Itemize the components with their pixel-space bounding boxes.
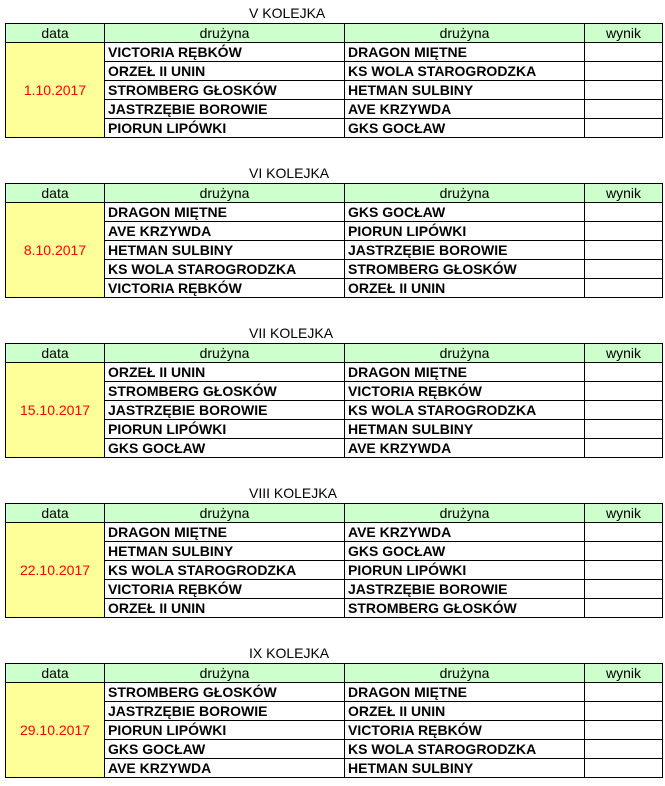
table-row — [6, 740, 663, 759]
away-team: GKS GOCŁAW — [345, 203, 585, 222]
result-cell — [585, 702, 663, 721]
away-team: HETMAN SULBINY — [345, 81, 585, 100]
home-team: JASTRZĘBIE BOROWIE — [105, 401, 345, 420]
table-row — [6, 363, 663, 382]
header-team-away: drużyna — [345, 24, 585, 43]
round-block — [5, 483, 662, 618]
home-team: AVE KRZYWDA — [105, 222, 345, 241]
header-team-home: drużyna — [105, 344, 345, 363]
home-team: JASTRZĘBIE BOROWIE — [105, 702, 345, 721]
away-team: KS WOLA STAROGRODZKA — [345, 740, 585, 759]
header-team-home: drużyna — [105, 24, 345, 43]
header-team-away: drużyna — [345, 504, 585, 523]
table-row — [6, 561, 663, 580]
table-row — [6, 759, 663, 778]
away-team: STROMBERG GŁOSKÓW — [345, 260, 585, 279]
result-cell — [585, 683, 663, 702]
round-block — [5, 163, 662, 298]
table-row — [6, 279, 663, 298]
result-cell — [585, 382, 663, 401]
away-team: KS WOLA STAROGRODZKA — [345, 62, 585, 81]
header-result: wynik — [585, 504, 663, 523]
fixtures-table — [5, 663, 663, 778]
round-block — [5, 643, 662, 778]
table-row — [6, 382, 663, 401]
header-team-home: drużyna — [105, 504, 345, 523]
home-team: PIORUN LIPÓWKI — [105, 721, 345, 740]
table-row — [6, 702, 663, 721]
away-team: AVE KRZYWDA — [345, 523, 585, 542]
away-team: DRAGON MIĘTNE — [345, 43, 585, 62]
home-team: DRAGON MIĘTNE — [105, 523, 345, 542]
result-cell — [585, 580, 663, 599]
home-team: VICTORIA RĘBKÓW — [105, 43, 345, 62]
round-block — [5, 323, 662, 458]
table-row — [6, 43, 663, 62]
table-row — [6, 721, 663, 740]
table-row — [6, 81, 663, 100]
home-team: PIORUN LIPÓWKI — [105, 420, 345, 439]
result-cell — [585, 401, 663, 420]
result-cell — [585, 260, 663, 279]
away-team: DRAGON MIĘTNE — [345, 363, 585, 382]
header-team-home: drużyna — [105, 664, 345, 683]
table-row — [6, 100, 663, 119]
away-team: JASTRZĘBIE BOROWIE — [345, 241, 585, 260]
result-cell — [585, 721, 663, 740]
match-date: 22.10.2017 — [6, 523, 105, 618]
away-team: ORZEŁ II UNIN — [345, 702, 585, 721]
result-cell — [585, 759, 663, 778]
header-date: data — [6, 184, 105, 203]
result-cell — [585, 523, 663, 542]
home-team: PIORUN LIPÓWKI — [105, 119, 345, 138]
home-team: AVE KRZYWDA — [105, 759, 345, 778]
header-date: data — [6, 344, 105, 363]
home-team: VICTORIA RĘBKÓW — [105, 279, 345, 298]
away-team: GKS GOCŁAW — [345, 542, 585, 561]
result-cell — [585, 241, 663, 260]
fixtures-table — [5, 503, 663, 618]
home-team: JASTRZĘBIE BOROWIE — [105, 100, 345, 119]
header-team-away: drużyna — [345, 664, 585, 683]
home-team: DRAGON MIĘTNE — [105, 203, 345, 222]
home-team: ORZEŁ II UNIN — [105, 599, 345, 618]
away-team: AVE KRZYWDA — [345, 439, 585, 458]
round-title: V KOLEJKA — [249, 5, 326, 21]
header-team-away: drużyna — [345, 184, 585, 203]
result-cell — [585, 439, 663, 458]
result-cell — [585, 100, 663, 119]
result-cell — [585, 279, 663, 298]
header-team-home: drużyna — [105, 184, 345, 203]
result-cell — [585, 740, 663, 759]
match-date: 8.10.2017 — [6, 203, 105, 298]
home-team: HETMAN SULBINY — [105, 542, 345, 561]
table-row — [6, 542, 663, 561]
header-date: data — [6, 24, 105, 43]
round-title: VII KOLEJKA — [249, 325, 334, 341]
header-team-away: drużyna — [345, 344, 585, 363]
result-cell — [585, 43, 663, 62]
result-cell — [585, 62, 663, 81]
header-date: data — [6, 504, 105, 523]
fixtures-table — [5, 183, 663, 298]
round-title: VIII KOLEJKA — [249, 485, 337, 501]
away-team: KS WOLA STAROGRODZKA — [345, 401, 585, 420]
result-cell — [585, 81, 663, 100]
home-team: STROMBERG GŁOSKÓW — [105, 81, 345, 100]
round-title: IX KOLEJKA — [249, 645, 330, 661]
table-row — [6, 439, 663, 458]
away-team: JASTRZĘBIE BOROWIE — [345, 580, 585, 599]
result-cell — [585, 119, 663, 138]
table-row — [6, 599, 663, 618]
home-team: ORZEŁ II UNIN — [105, 62, 345, 81]
table-row — [6, 260, 663, 279]
result-cell — [585, 542, 663, 561]
table-row — [6, 241, 663, 260]
away-team: VICTORIA RĘBKÓW — [345, 382, 585, 401]
table-row — [6, 523, 663, 542]
table-header-row — [6, 504, 663, 523]
home-team: GKS GOCŁAW — [105, 439, 345, 458]
table-row — [6, 580, 663, 599]
table-row — [6, 420, 663, 439]
round-block — [5, 3, 662, 138]
home-team: ORZEŁ II UNIN — [105, 363, 345, 382]
home-team: GKS GOCŁAW — [105, 740, 345, 759]
result-cell — [585, 203, 663, 222]
home-team: KS WOLA STAROGRODZKA — [105, 561, 345, 580]
result-cell — [585, 420, 663, 439]
header-date: data — [6, 664, 105, 683]
home-team: KS WOLA STAROGRODZKA — [105, 260, 345, 279]
table-row — [6, 401, 663, 420]
away-team: PIORUN LIPÓWKI — [345, 561, 585, 580]
result-cell — [585, 599, 663, 618]
match-date: 29.10.2017 — [6, 683, 105, 778]
table-row — [6, 119, 663, 138]
match-date: 1.10.2017 — [6, 43, 105, 138]
away-team: HETMAN SULBINY — [345, 759, 585, 778]
table-header-row — [6, 344, 663, 363]
away-team: STROMBERG GŁOSKÓW — [345, 599, 585, 618]
header-result: wynik — [585, 184, 663, 203]
header-result: wynik — [585, 24, 663, 43]
away-team: ORZEŁ II UNIN — [345, 279, 585, 298]
away-team: DRAGON MIĘTNE — [345, 683, 585, 702]
result-cell — [585, 561, 663, 580]
table-row — [6, 683, 663, 702]
home-team: STROMBERG GŁOSKÓW — [105, 382, 345, 401]
result-cell — [585, 363, 663, 382]
table-row — [6, 222, 663, 241]
table-row — [6, 62, 663, 81]
away-team: VICTORIA RĘBKÓW — [345, 721, 585, 740]
match-date: 15.10.2017 — [6, 363, 105, 458]
header-result: wynik — [585, 664, 663, 683]
round-title: VI KOLEJKA — [249, 165, 330, 181]
table-header-row — [6, 184, 663, 203]
away-team: HETMAN SULBINY — [345, 420, 585, 439]
away-team: AVE KRZYWDA — [345, 100, 585, 119]
away-team: PIORUN LIPÓWKI — [345, 222, 585, 241]
header-result: wynik — [585, 344, 663, 363]
home-team: STROMBERG GŁOSKÓW — [105, 683, 345, 702]
fixtures-table — [5, 23, 663, 138]
away-team: GKS GOCŁAW — [345, 119, 585, 138]
table-header-row — [6, 664, 663, 683]
fixtures-table — [5, 343, 663, 458]
table-row — [6, 203, 663, 222]
table-header-row — [6, 24, 663, 43]
home-team: HETMAN SULBINY — [105, 241, 345, 260]
result-cell — [585, 222, 663, 241]
home-team: VICTORIA RĘBKÓW — [105, 580, 345, 599]
